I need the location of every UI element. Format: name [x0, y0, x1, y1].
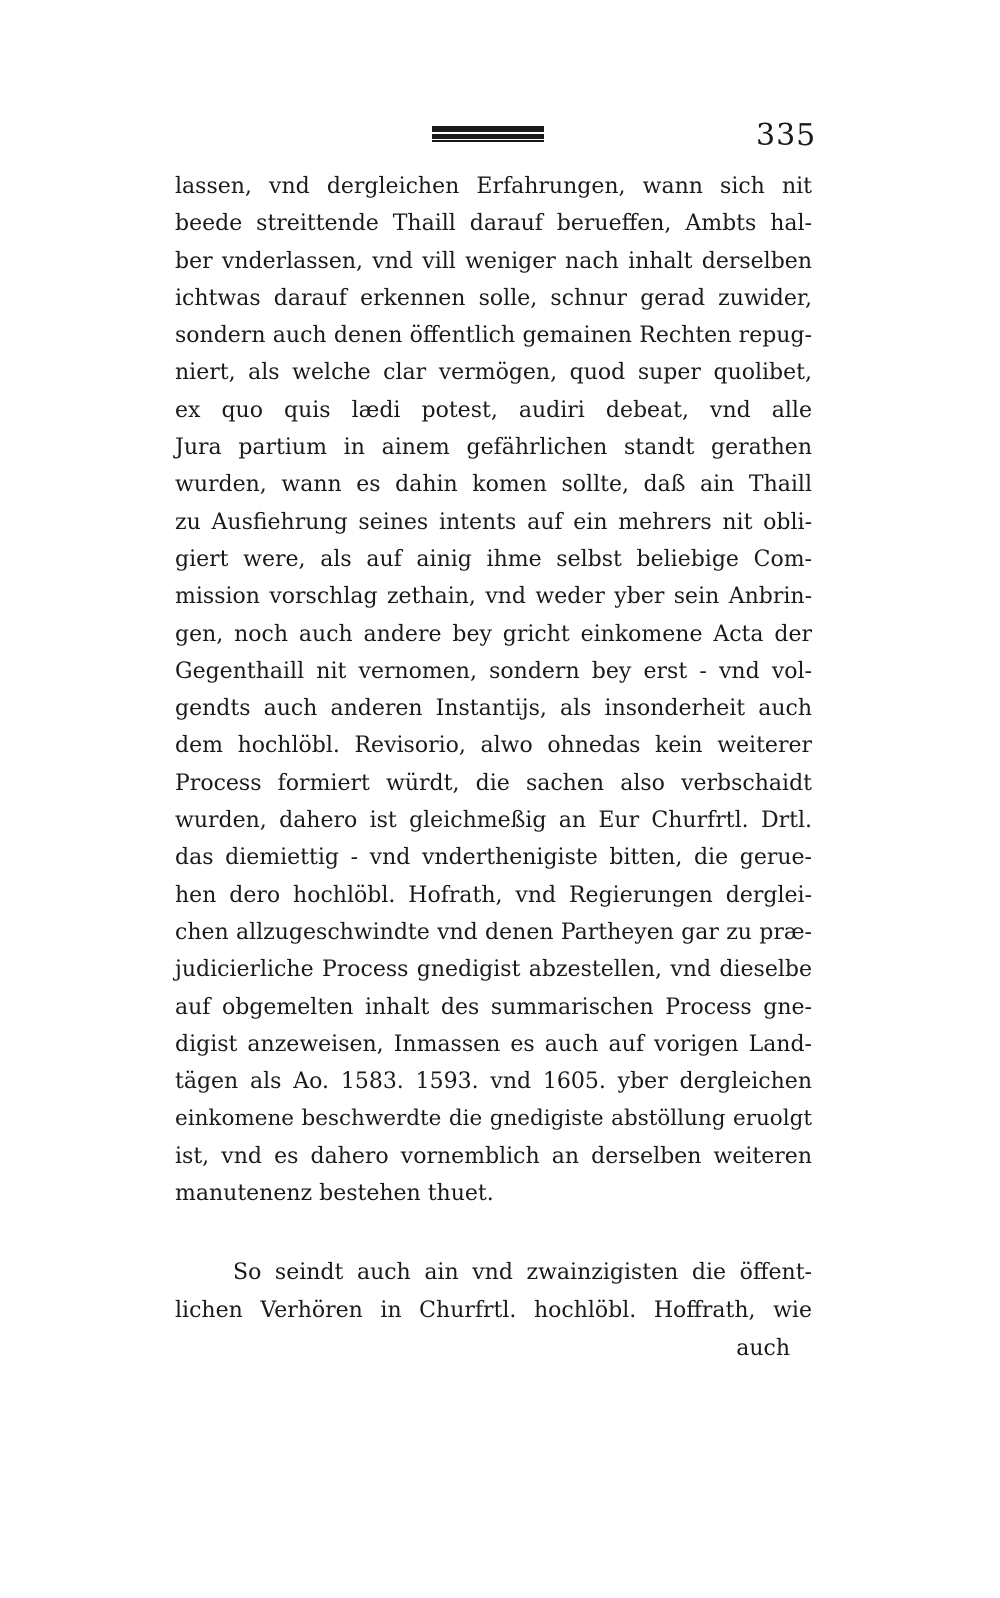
text-line: Gegenthaill nit vernomen, sondern bey erst - vnd vol- [175, 658, 812, 684]
text-line-last: manutenenz bestehen thuet. [175, 1181, 494, 1207]
text-line: zu Ausfiehrung seines intents auf ein mehrers nit obli- [175, 509, 812, 535]
text-line: giert were, als auf ainig ihme selbst beliebige Com- [175, 546, 812, 572]
text-line: judicierliche Process gnedigist abzestellen, vnd dieselbe [175, 957, 812, 983]
text-line: chen allzugeschwindte vnd denen Partheyen gar zu præ- [175, 919, 812, 945]
text-line: dem hochlöbl. Revisorio, alwo ohnedas kein weiterer [175, 733, 812, 759]
text-line: digist anzeweisen, Inmassen es auch auf vorigen Land- [175, 1031, 812, 1057]
page-number: 335 [756, 118, 817, 153]
text-line: ex quo quis lædi potest, audiri debeat, vnd alle [175, 397, 812, 423]
text-line: einkomene beschwerdte die gnedigiste abstöllung eruolgt [175, 1106, 812, 1132]
text-line: ber vnderlassen, vnd vill weniger nach inhalt derselben [175, 248, 812, 274]
text-line: wurden, dahero ist gleichmeßig an Eur Churfrtl. Drtl. [175, 808, 812, 834]
text-line: wurden, wann es dahin komen sollte, daß ain Thaill [175, 472, 812, 498]
text-line: lichen Verhören in Churfrtl. hochlöbl. Hoffrath, wie [175, 1298, 812, 1323]
text-line: tägen als Ao. 1583. 1593. vnd 1605. yber dergleichen [175, 1069, 812, 1095]
paragraph-2 [175, 1254, 812, 1330]
text-line: auf obgemelten inhalt des summarischen Process gne- [175, 994, 812, 1020]
catchword: auch [736, 1336, 790, 1361]
text-line: das diemiettig - vnd vnderthenigiste bitten, die gerue- [175, 845, 812, 871]
text-line: mission vorschlag zethain, vnd weder yber sein Anbrin- [175, 584, 812, 610]
text-line: hen dero hochlöbl. Hofrath, vnd Regierungen derglei- [175, 882, 812, 908]
text-line: niert, als welche clar vermögen, quod super quolibet, [175, 360, 812, 386]
text-line: beede streittende Thaill darauf berueffen, Ambts hal- [175, 211, 812, 237]
text-line: ichtwas darauf erkennen solle, schnur gerad zuwider, [175, 285, 812, 311]
text-line: So seindt auch ain vnd zwainzigisten die öffent- [233, 1260, 812, 1285]
header-ornament-rule [432, 126, 544, 142]
text-line: sondern auch denen öffentlich gemainen Rechten repug- [175, 323, 812, 349]
header-rule-thick [432, 126, 544, 132]
header-rule-thin [432, 140, 544, 142]
text-line: lassen, vnd dergleichen Erfahrungen, wann sich nit [175, 174, 812, 199]
text-line: ist, vnd es dahero vornemblich an derselben weiteren [175, 1143, 812, 1169]
text-line: gendts auch anderen Instantijs, als insonderheit auch [175, 696, 812, 722]
header-rule-medium [432, 134, 544, 139]
paragraph-1 [175, 168, 812, 1212]
text-line: Process formiert würdt, die sachen also verbschaidt [175, 770, 812, 796]
text-line: gen, noch auch andere bey gricht einkomene Acta der [175, 621, 812, 647]
text-line: Jura partium in ainem gefährlichen standt gerathen [175, 435, 812, 461]
